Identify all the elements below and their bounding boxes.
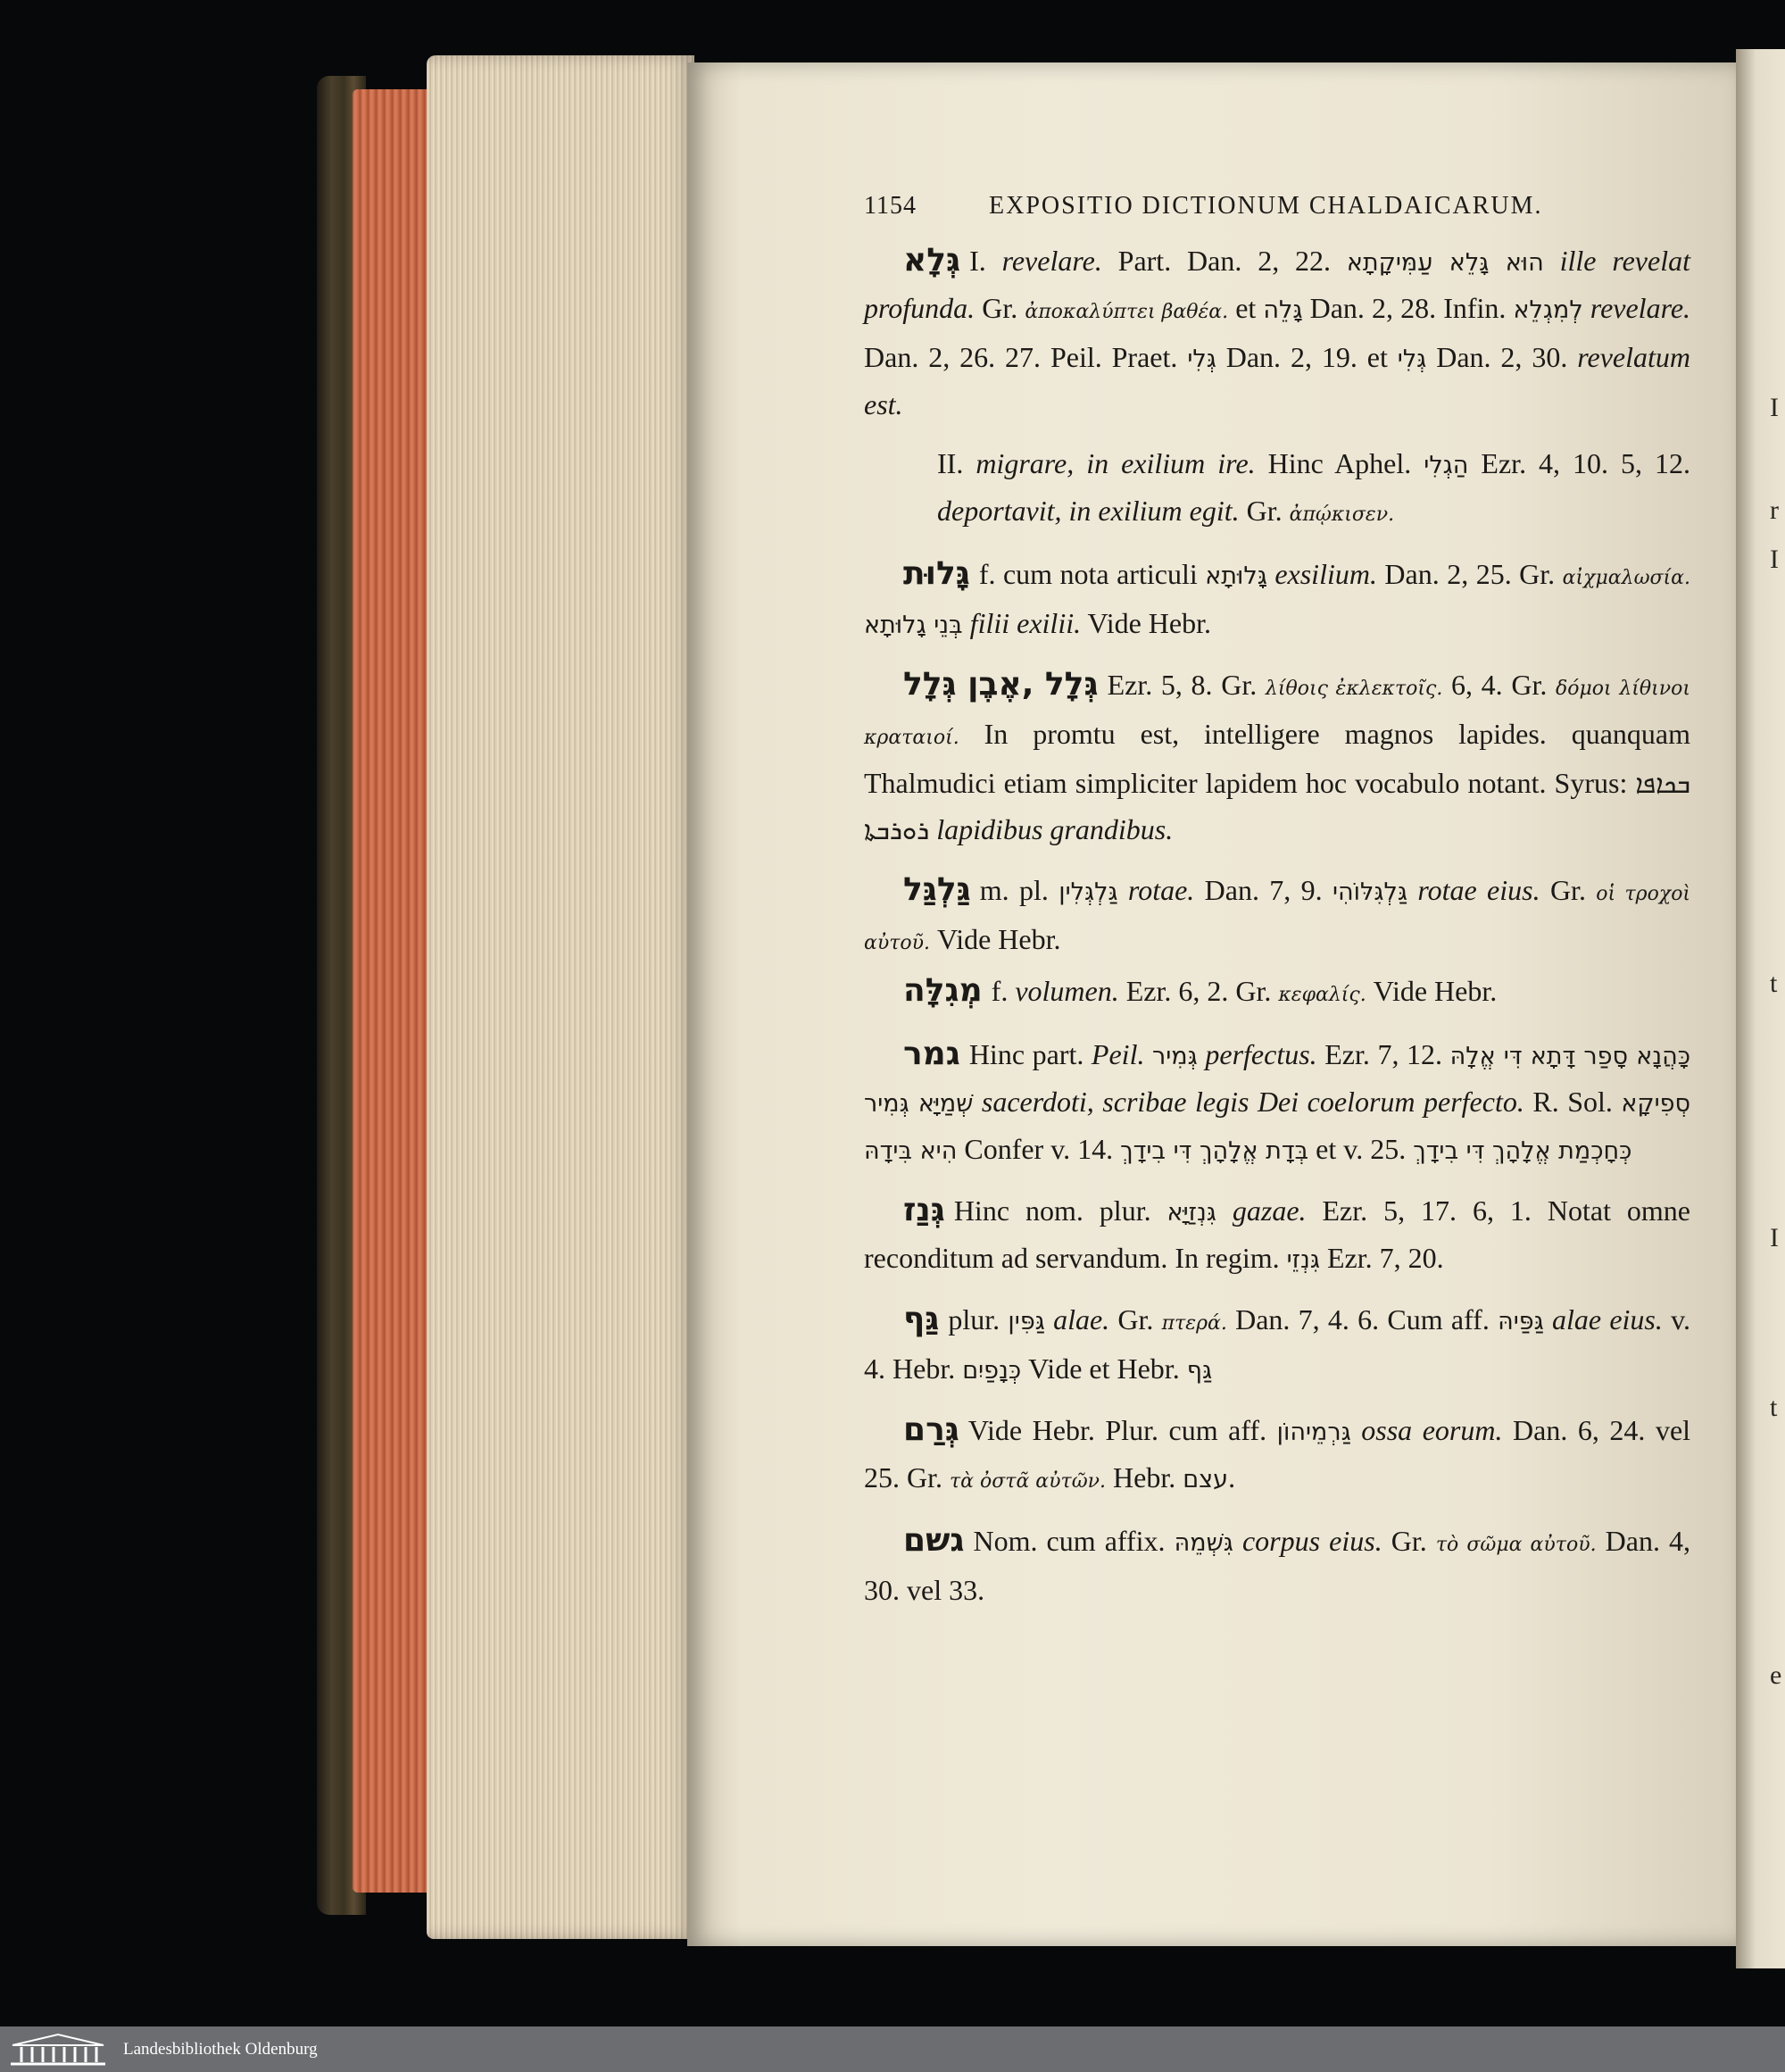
entry-text: Ezr. 7, 12. xyxy=(1316,1038,1450,1070)
greek-text: δόμοι λίθινοι κραταιοί. xyxy=(864,678,1691,749)
hebrew-text: גְּמִיר xyxy=(1152,1043,1198,1070)
facing-page-letter: t xyxy=(1770,1393,1778,1422)
latin-gloss: revelatum est. xyxy=(864,341,1691,420)
entry-headword: גְּלָל ,אֶבֶן גְּלָל xyxy=(903,666,1099,703)
latin-gloss: perfectus. xyxy=(1205,1038,1317,1070)
entry-text: Ezr. 5, 17. 6, 1. Notat omne reconditum ad servandum. In regim. xyxy=(864,1194,1691,1274)
hebrew-text: גִּשְׁמֵהּ xyxy=(1174,1529,1233,1557)
entry-text xyxy=(963,607,970,639)
page-text xyxy=(864,183,1690,1627)
entry-headword: גְּלָא xyxy=(903,242,961,279)
greek-text: τὸ σῶμα αὐτοῦ. xyxy=(1435,1534,1597,1556)
entry-text xyxy=(1583,292,1590,324)
entry-text: Dan. 2, 28. Infin. xyxy=(1302,292,1514,324)
hebrew-text: לְמִגְלֵא xyxy=(1513,296,1583,324)
entry-text: f. xyxy=(991,975,1016,1007)
greek-text: αἰχμαλωσία. xyxy=(1562,567,1691,589)
greek-text: ἀποκαλύπτει βαθέα. xyxy=(1025,301,1229,323)
entry-text: Gr. xyxy=(975,292,1025,324)
latin-gloss: sacerdoti, scribae legis Dei coelorum perfecto. xyxy=(981,1086,1524,1118)
entry-text: Gr. xyxy=(1382,1525,1436,1557)
latin-gloss: filii exilii. xyxy=(969,607,1082,639)
dictionary-entry xyxy=(864,441,1690,537)
facing-page-letter: I xyxy=(1770,545,1779,574)
entry-headword: גמר xyxy=(903,1036,960,1072)
entry-text: Ezr. 5, 8. Gr. xyxy=(1107,669,1266,701)
entry-text: R. Sol. xyxy=(1523,1086,1622,1118)
entry-text: Vide Hebr. Plur. cum aff. xyxy=(967,1414,1277,1446)
hebrew-text: סְפִיקָא הִיא בִּידָהּ xyxy=(864,1090,1690,1165)
entry-text: Dan. 2, 25. Gr. xyxy=(1376,558,1563,590)
dictionary-entry xyxy=(864,1407,1690,1504)
hebrew-text: בְּנֵי גָלוּתָא xyxy=(864,612,963,639)
hebrew-text: גִּנְזַיָּא xyxy=(1166,1199,1216,1227)
entry-text: I. xyxy=(969,245,1002,277)
hebrew-text: גַּלְגִּלּוֹהִי xyxy=(1332,878,1407,906)
hebrew-text: גָּלוּתָא xyxy=(1205,562,1267,590)
entry-text: In promtu est, intelligere magnos lapides. quanquam Thalmudici etiam simpliciter lapidem hoc vocabulo notant. Syrus: xyxy=(864,718,1690,799)
hebrew-text: גְּלִי xyxy=(1397,345,1427,373)
entry-text: Dan. 2, 30. xyxy=(1426,341,1578,373)
entry-text xyxy=(1233,1525,1242,1557)
red-page-edges xyxy=(353,89,428,1893)
entry-text: II. xyxy=(937,447,976,479)
page-block-edges xyxy=(427,55,694,1939)
hebrew-text: כָּהֲנָא סָפַר דָּתָא דִּי אֱלָהּ שְׁמַיָּא גְּמִיר xyxy=(864,1043,1690,1118)
greek-text: κεφαλίς. xyxy=(1278,984,1366,1006)
entry-text: et v. 25. xyxy=(1308,1133,1414,1165)
latin-gloss: alae. xyxy=(1053,1303,1110,1336)
hebrew-text: עצם xyxy=(1183,1466,1229,1494)
entry-text: Dan. 2, 19. et xyxy=(1216,341,1398,373)
entry-headword: גָּלוּת xyxy=(903,555,970,592)
facing-page-letter: r xyxy=(1770,495,1779,525)
latin-gloss: ossa eorum. xyxy=(1361,1414,1503,1446)
dictionary-entry xyxy=(864,867,1690,966)
running-header xyxy=(864,183,1690,229)
entry-text xyxy=(973,1086,982,1118)
entry-text: Vide Hebr. xyxy=(1366,975,1498,1007)
entry-text: m. pl. xyxy=(979,874,1059,906)
greek-text: οἱ τροχοὶ αὐτοῦ. xyxy=(864,883,1691,954)
entry-text: Hebr. xyxy=(1106,1461,1183,1494)
entry-headword: מְגִלָּה xyxy=(903,972,983,1009)
dictionary-entry xyxy=(864,1296,1690,1394)
entry-text xyxy=(1045,1303,1053,1336)
latin-gloss: gazae. xyxy=(1232,1194,1307,1227)
hebrew-text: כְּנָפַיִם xyxy=(962,1357,1022,1385)
library-label: Landesbibliothek Oldenburg xyxy=(123,2039,318,2059)
dictionary-entries xyxy=(864,237,1690,1613)
entry-text: Vide et Hebr. xyxy=(1021,1352,1187,1385)
latin-gloss: ille revelat profunda. xyxy=(864,245,1690,324)
entry-text: Gr. xyxy=(1239,495,1290,527)
entry-text: Ezr. 6, 2. Gr. xyxy=(1118,975,1279,1007)
entry-text: Vide Hebr. xyxy=(930,923,1061,955)
dictionary-entry xyxy=(864,662,1690,853)
entry-text: plur. xyxy=(948,1303,1009,1336)
entry-headword: גַּף xyxy=(903,1301,940,1337)
latin-gloss: lapidibus grandibus. xyxy=(936,813,1174,845)
latin-gloss: volumen. xyxy=(1015,975,1119,1007)
entry-text: 6, 4. Gr. xyxy=(1442,669,1557,701)
entry-text: Ezr. 4, 10. 5, 12. xyxy=(1468,447,1691,479)
hebrew-text: גַּרְמֵיהוֹן xyxy=(1276,1419,1351,1446)
greek-text: πτερά. xyxy=(1161,1312,1227,1335)
entry-text xyxy=(1544,1303,1552,1336)
greek-text: ἀπῴκισεν. xyxy=(1289,503,1395,526)
page-number: 1154 xyxy=(864,192,917,220)
hebrew-text: גִּנְזֵי xyxy=(1286,1246,1320,1274)
hebrew-text: בְּדָת אֱלָהָךְ דִּי בִידָךְ xyxy=(1120,1137,1309,1165)
entry-text: Part. Dan. 2, 22. xyxy=(1101,245,1347,277)
facing-page-letter: e xyxy=(1770,1660,1782,1690)
dictionary-entry xyxy=(864,551,1690,648)
hebrew-text: הַגְלִי xyxy=(1424,452,1469,479)
entry-text: Hinc nom. plur. xyxy=(953,1194,1167,1227)
entry-headword: גְּרַם xyxy=(903,1411,959,1448)
entry-text xyxy=(1144,1038,1152,1070)
entry-text xyxy=(1118,874,1128,906)
entry-text xyxy=(1216,1194,1233,1227)
greek-text: τὰ ὀστᾶ αὐτῶν. xyxy=(950,1470,1107,1493)
dictionary-entry xyxy=(864,968,1690,1018)
facing-page-letter: I xyxy=(1770,393,1779,422)
hebrew-text: גָּלֵה xyxy=(1263,296,1303,324)
entry-text: Gr. xyxy=(1540,874,1597,906)
dictionary-entry xyxy=(864,1187,1690,1283)
footer-bar xyxy=(0,2026,1785,2072)
hebrew-text: גַּפִּין xyxy=(1008,1308,1045,1336)
entry-text: Dan. 2, 26. 27. Peil. Praet. xyxy=(864,341,1188,373)
syriac-text: ܒܟܐܦܐ ܪܘܪܒܬܐ xyxy=(864,769,1690,845)
latin-gloss: exsilium. xyxy=(1274,558,1377,590)
entry-text xyxy=(1407,874,1417,906)
hebrew-text: כְּחָכְמַת אֱלָהָךְ דִּי בִידָךְ xyxy=(1413,1137,1632,1165)
entry-text: Dan. 7, 4. 6. Cum aff. xyxy=(1226,1303,1499,1336)
entry-text: Gr. xyxy=(1109,1303,1162,1336)
latin-gloss: rotae. xyxy=(1127,874,1195,906)
entry-text: f. cum nota articuli xyxy=(978,558,1206,590)
entry-headword: גַּלְגַּל xyxy=(903,871,971,908)
latin-gloss: revelare. xyxy=(1001,245,1102,277)
hebrew-text: הוּא גָּלֵא עַמִּיקָתָא xyxy=(1346,249,1544,277)
dictionary-entry xyxy=(864,1518,1690,1613)
entry-text xyxy=(1351,1414,1362,1446)
dictionary-entry xyxy=(864,1031,1690,1174)
latin-gloss: migrare, in exilium ire. xyxy=(976,447,1256,479)
entry-text xyxy=(1544,245,1560,277)
entry-text: Nom. cum affix. xyxy=(973,1525,1175,1557)
entry-text: et xyxy=(1228,292,1264,324)
hebrew-text: גְּלִי xyxy=(1187,345,1216,373)
entry-text: Hinc part. xyxy=(968,1038,1092,1070)
latin-gloss: revelare. xyxy=(1590,292,1691,324)
latin-gloss: corpus eius. xyxy=(1241,1525,1382,1557)
hebrew-text: גַּלְגְּלִין xyxy=(1059,878,1118,906)
latin-gloss: Peil. xyxy=(1091,1038,1145,1070)
greek-text: λίθοις ἐκλεκτοῖς. xyxy=(1265,678,1443,700)
running-title: EXPOSITIO DICTIONUM CHALDAICARUM. xyxy=(989,192,1543,220)
entry-headword: גשם xyxy=(903,1522,965,1559)
entry-text: Vide Hebr. xyxy=(1081,607,1211,639)
entry-text: Dan. 6, 24. vel 25. Gr. xyxy=(864,1414,1691,1494)
latin-gloss: alae eius. xyxy=(1551,1303,1663,1336)
entry-text: . xyxy=(1228,1461,1236,1494)
entry-text: Dan. 4, 30. vel 33. xyxy=(864,1525,1691,1606)
entry-text: Confer v. 14. xyxy=(957,1133,1121,1165)
entry-text: Ezr. 7, 20. xyxy=(1319,1242,1444,1274)
dictionary-entry xyxy=(864,237,1690,428)
entry-text: v. 4. Hebr. xyxy=(864,1303,1691,1385)
latin-gloss: deportavit, in exilium egit. xyxy=(937,495,1240,527)
hebrew-text: גַּף xyxy=(1186,1357,1213,1385)
entry-text: Hinc Aphel. xyxy=(1255,447,1424,479)
facing-page-letter: t xyxy=(1770,969,1778,998)
hebrew-text: גַּפַּיהּ xyxy=(1498,1308,1544,1336)
library-building-logo-icon xyxy=(9,2033,107,2067)
latin-gloss: rotae eius. xyxy=(1417,874,1540,906)
facing-page-letter: I xyxy=(1770,1223,1779,1252)
entry-text: Dan. 7, 9. xyxy=(1194,874,1333,906)
entry-headword: גְּנַז xyxy=(903,1192,945,1228)
